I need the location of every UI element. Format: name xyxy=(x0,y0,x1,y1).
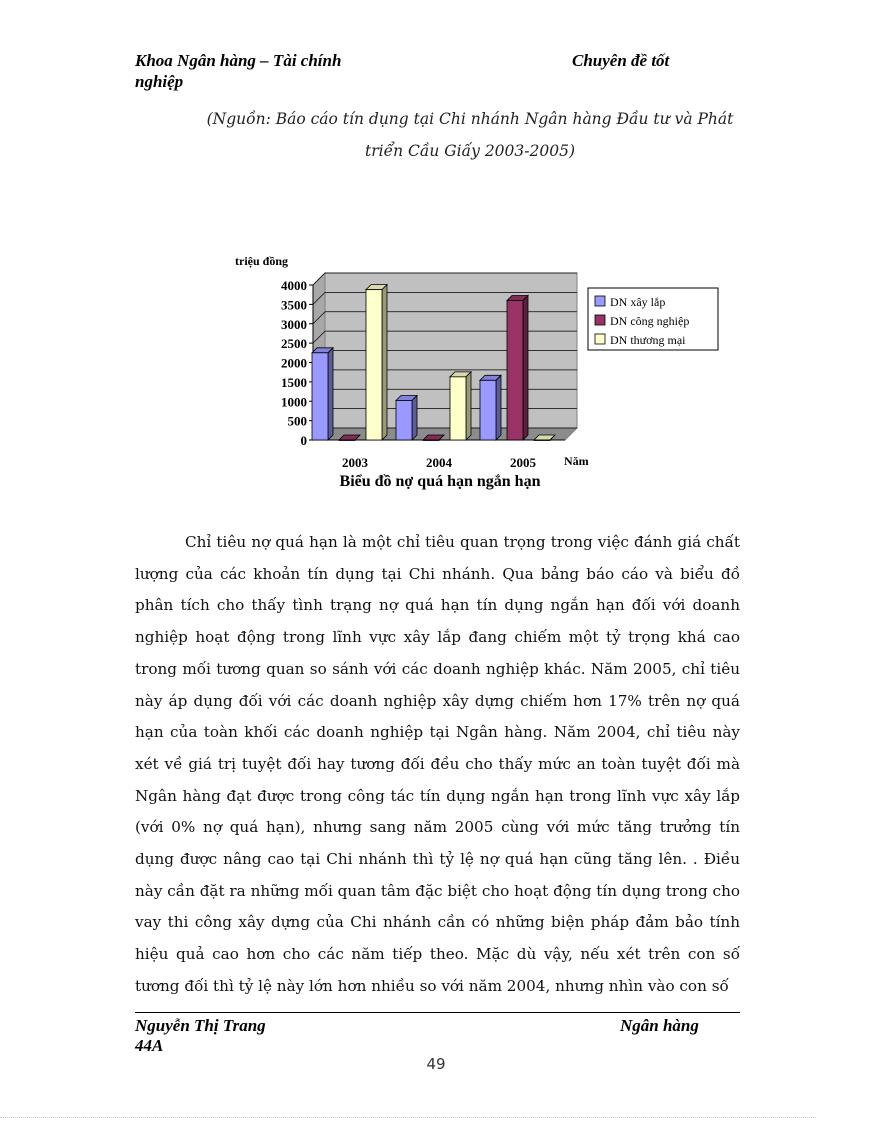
bar-DN-công-nghiệp xyxy=(339,440,355,441)
y-tick-label: 2000 xyxy=(281,355,307,371)
bar-DN-xây-lắp xyxy=(312,353,328,440)
legend-swatch xyxy=(595,296,605,306)
y-tick-label: 4000 xyxy=(281,278,307,293)
bar-DN-thương-mại xyxy=(534,440,550,441)
footer-left xyxy=(135,1016,266,1056)
header-left xyxy=(135,50,341,92)
bar-DN-xây-lắp xyxy=(396,400,412,440)
bar-side xyxy=(382,285,387,440)
footer-author: Nguyễn Thị Trang xyxy=(135,1016,266,1035)
bar-side xyxy=(496,375,501,440)
bar-DN-xây-lắp xyxy=(480,380,496,440)
y-tick-label: 3000 xyxy=(281,316,307,332)
page-number: 49 xyxy=(426,1055,446,1073)
y-tick-label: 2500 xyxy=(281,336,307,352)
bar-DN-thương-mại xyxy=(366,290,382,440)
overdue-debt-bar-chart xyxy=(225,250,690,490)
legend-label: DN công nghiệp xyxy=(610,314,690,328)
y-tick-label: 0 xyxy=(300,433,307,448)
body-paragraph: Chỉ tiêu nợ quá hạn là một chỉ tiêu quan trọng trong việc đánh giá chất lượng của các khoản tín dụng tại Chi nhánh. Qua bảng báo cáo và biểu đồ phân tích cho thấy tình trạng nợ quá hạn tín dụng ngắn hạn đối với doanh nghiệp hoạt động trong lĩnh vực xây lắp đang chiếm một tỷ trọng khá cao trong mối tương quan so sánh với các doanh nghiệp khác. Năm 2005, chỉ tiêu này áp dụng đối với các doanh nghiệp xây dựng chiếm hơn 17% trên nợ quá hạn của toàn khối các doanh nghiệp tại Ngân hàng. Năm 2004, chỉ tiêu này xét về giá trị tuyệt đối hay tương đối đều cho thấy mức an toàn tuyệt đối mà Ngân hàng đạt được trong công tác tín dụng ngắn hạn trong lĩnh vực xây lắp (với 0% nợ quá hạn), nhưng sang năm 2005 cùng với mức tăng trưởng tín dụng được nâng cao tại Chi nhánh thì tỷ lệ nợ quá hạn cũng tăng lên. . Điều này cần đặt ra những mối quan tâm đặc biệt cho hoạt động tín dụng trong cho vay thi công xây dựng của Chi nhánh cần có những biện pháp đảm bảo tính hiệu quả cao hơn cho các năm tiếp theo. Mặc dù vậy, nếu xét trên con số tương đối thì tỷ lệ này lớn hơn nhiều so với năm 2004, nhưng nhìn vào con số xyxy=(135,533,740,995)
source-note: (Nguồn: Báo cáo tín dụng tại Chi nhánh Ngân hàng Đầu tư và Phát triển Cầu Giấy 2003-2005) xyxy=(206,110,734,160)
legend-label: DN thương mại xyxy=(610,333,686,347)
footer-right: Ngân hàng xyxy=(620,1016,699,1035)
y-tick-label: 500 xyxy=(287,413,307,429)
y-axis-title: triệu đồng xyxy=(235,254,289,268)
page-bottom-guide xyxy=(0,1117,816,1118)
legend-swatch xyxy=(595,315,605,325)
bar-side xyxy=(523,296,528,441)
bar-DN-thương-mại xyxy=(450,377,466,440)
bar-side xyxy=(412,395,417,440)
y-tick-label: 1500 xyxy=(281,374,307,390)
y-tick-label: 1000 xyxy=(281,394,307,410)
header-faculty-cont: nghiệp xyxy=(135,72,184,91)
footer-class: 44A xyxy=(135,1036,164,1055)
x-tick-label: 2003 xyxy=(342,455,368,470)
x-tick-label: 2005 xyxy=(510,455,536,470)
chart-title: Biểu đồ nợ quá hạn ngắn hạn xyxy=(339,473,541,490)
bar-side xyxy=(328,348,333,440)
bar-DN-công-nghiệp xyxy=(507,301,523,441)
legend-swatch xyxy=(595,334,605,344)
x-tick-label: 2004 xyxy=(426,455,452,470)
footer-rule xyxy=(135,1012,740,1013)
bar-DN-công-nghiệp xyxy=(423,440,439,441)
header-right: Chuyên đề tốt xyxy=(572,51,670,70)
y-tick-label: 3500 xyxy=(281,297,307,313)
legend-label: DN xây lắp xyxy=(610,295,666,309)
bar-side xyxy=(466,372,471,440)
header-faculty: Khoa Ngân hàng – Tài chính xyxy=(135,51,342,70)
x-axis-title: Năm xyxy=(564,454,589,468)
